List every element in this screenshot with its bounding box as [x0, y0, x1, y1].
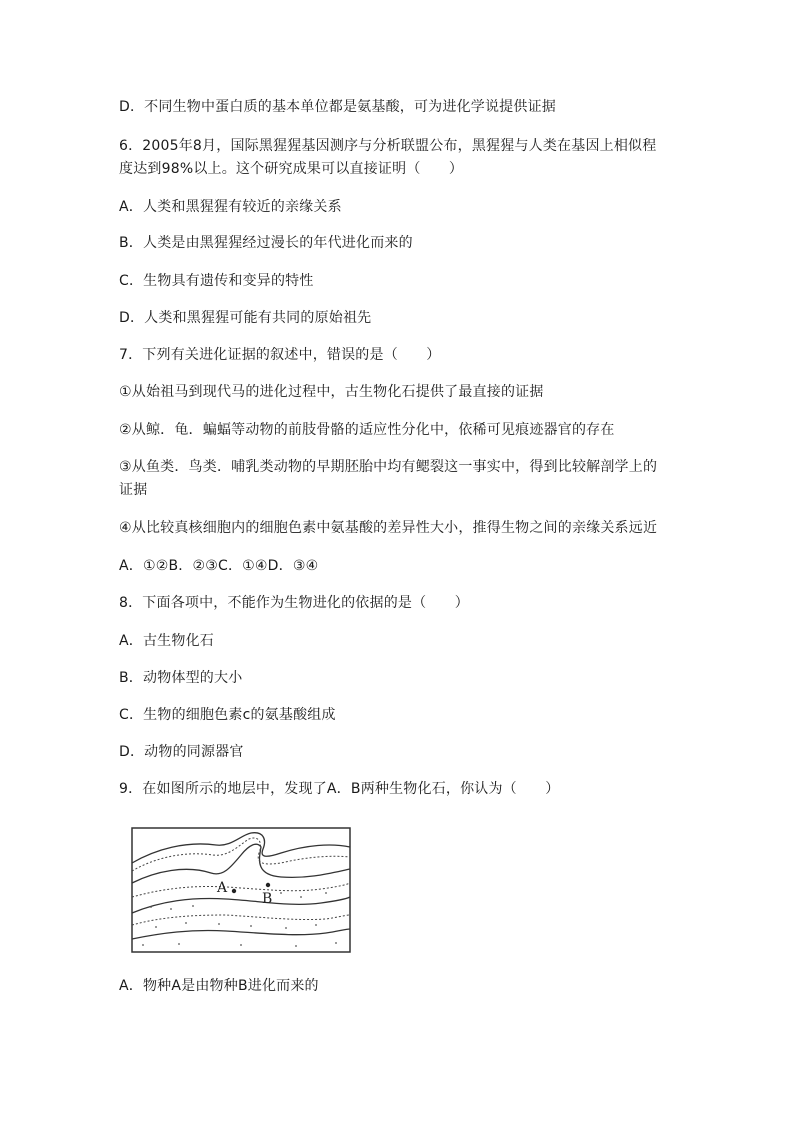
strata-figure	[131, 827, 351, 953]
fossil-a-dot	[232, 889, 236, 893]
q8-option-a: A．古生物化石	[119, 633, 214, 649]
q6-stem-line-1: 6．2005年8月，国际黑猩猩基因测序与分析联盟公布，黑猩猩与人类在基因上相似程	[119, 138, 657, 154]
q6-option-b: B．人类是由黑猩猩经过漫长的年代进化而来的	[119, 235, 413, 251]
q7-statement-4: ④从比较真核细胞内的细胞色素中氨基酸的差异性大小，推得生物之间的亲缘关系远近	[119, 520, 658, 536]
q6-stem-line-2: 度达到98%以上。这个研究成果可以直接证明（ ）	[119, 161, 464, 177]
q8-option-d: D．动物的同源器官	[119, 744, 244, 760]
fossil-b-label: B	[262, 891, 273, 907]
fossil-b-dot	[266, 883, 270, 887]
q6-option-c: C．生物具有遗传和变异的特性	[119, 273, 314, 289]
q7-statement-1: ①从始祖马到现代马的进化过程中，古生物化石提供了最直接的证据	[119, 384, 544, 400]
q7-statement-3-line-2: 证据	[119, 482, 148, 498]
q7-options: A．①②B．②③C．①④D．③④	[119, 558, 319, 574]
q8-option-c: C．生物的细胞色素c的氨基酸组成	[119, 707, 336, 723]
q7-statement-2: ②从鲸．龟．蝙蝠等动物的前肢骨骼的适应性分化中，依稀可见痕迹器官的存在	[119, 422, 615, 438]
fossil-a-label: A	[217, 880, 228, 896]
q7-stem: 7．下列有关进化证据的叙述中，错误的是（ ）	[119, 347, 441, 363]
q5-option-d: D．不同生物中蛋白质的基本单位都是氨基酸，可为进化学说提供证据	[119, 99, 556, 115]
q6-option-a: A．人类和黑猩猩有较近的亲缘关系	[119, 199, 342, 215]
q9-option-a: A．物种A是由物种B进化而来的	[119, 978, 319, 994]
q6-option-d: D．人类和黑猩猩可能有共同的原始祖先	[119, 310, 372, 326]
q9-stem: 9．在如图所示的地层中，发现了A．B两种生物化石，你认为（ ）	[119, 781, 560, 797]
q8-option-b: B．动物体型的大小	[119, 670, 243, 686]
q7-statement-3-line-1: ③从鱼类．鸟类．哺乳类动物的早期胚胎中均有鳃裂这一事实中，得到比较解剖学上的	[119, 459, 658, 475]
q8-stem: 8．下面各项中，不能作为生物进化的依据的是（ ）	[119, 595, 469, 611]
